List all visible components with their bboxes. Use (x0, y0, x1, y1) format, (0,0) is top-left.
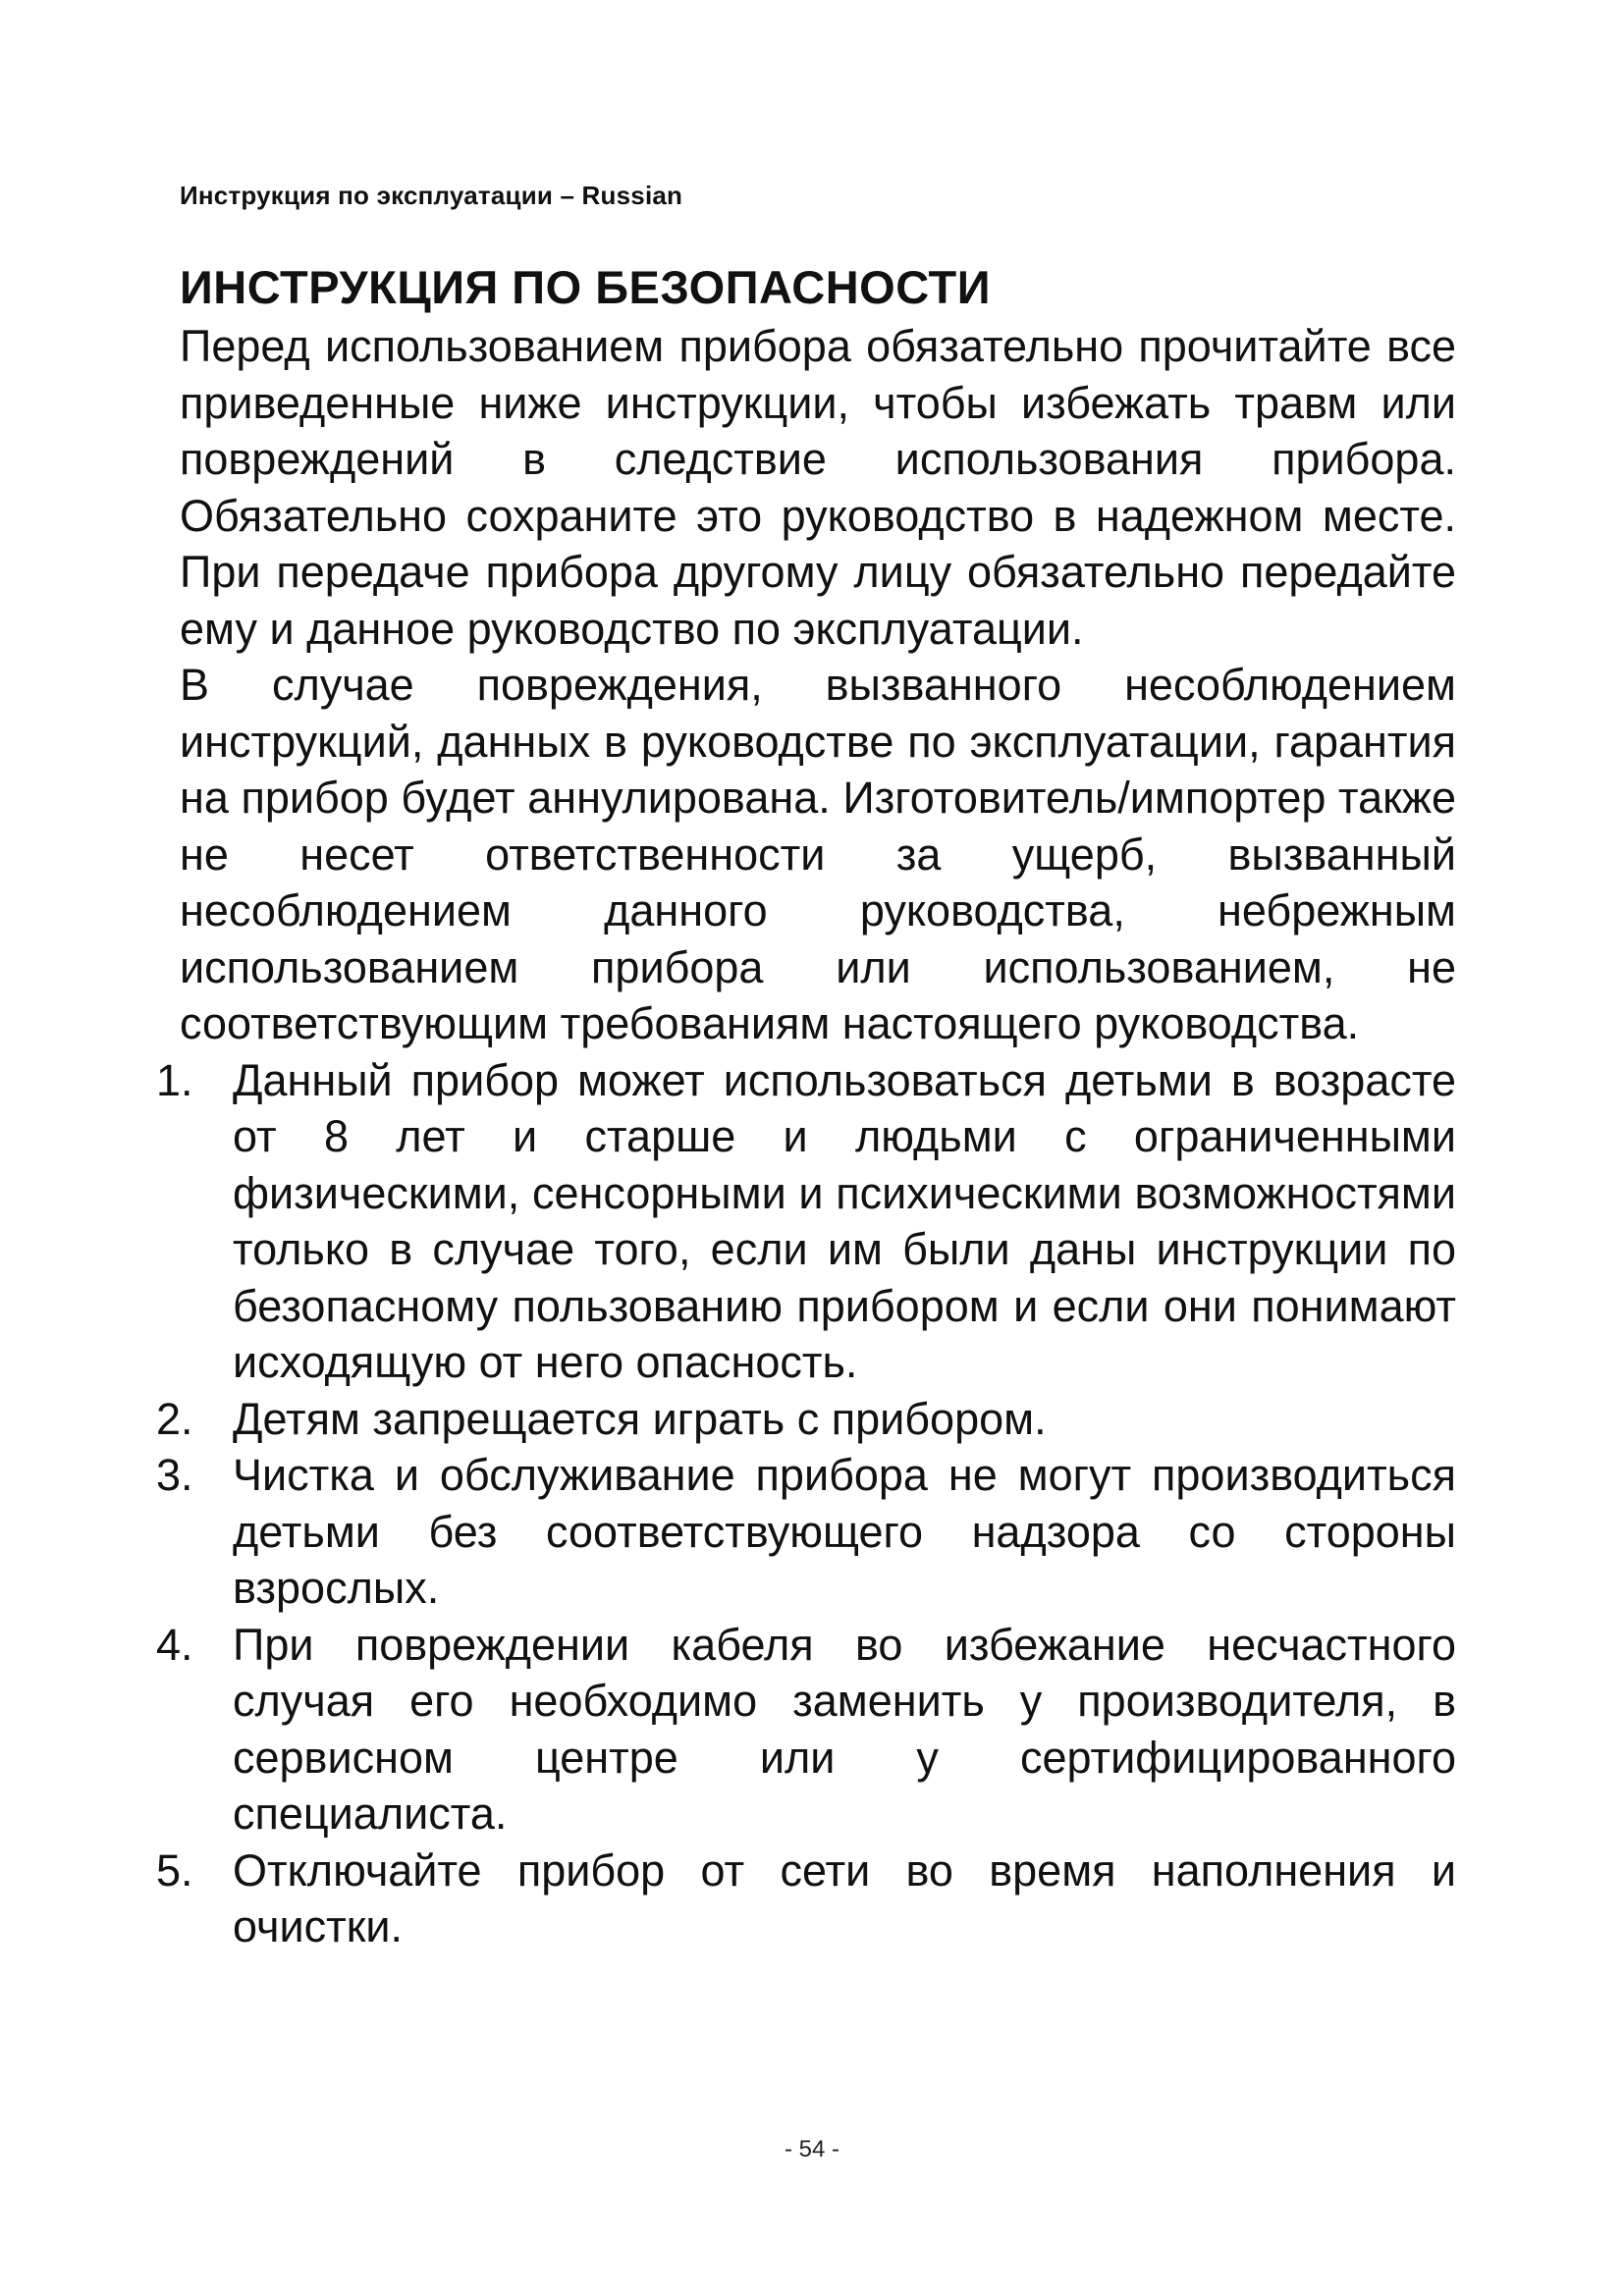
running-header: Инструкция по эксплуатации – Russian (180, 181, 683, 210)
list-item-number: 4. (156, 1619, 193, 1670)
list-item-text: Данный прибор может использоваться детьми в возрасте от 8 лет и старше и людьми с ограниченными физическими, сенсорными и психическими возможностями только в случае того, если им были даны инструкции по безопасному пользованию прибором и если они понимают исходящую от него опасность. (233, 1054, 1456, 1387)
list-item-text: Детям запрещается играть с прибором. (233, 1393, 1047, 1444)
section-title: ИНСТРУКЦИЯ ПО БЕЗОПАСНОСТИ (180, 261, 991, 313)
list-item (156, 1842, 1456, 1955)
page-number: - 54 - (784, 2136, 839, 2163)
list-item-number: 2. (156, 1393, 193, 1444)
list-item (156, 1447, 1456, 1617)
intro-paragraph: Перед использованием прибора обязательно прочитайте все приведенные ниже инструкции, чтобы избежать травм или повреждений в следствие использования прибора. Обязательно сохраните это руководство в надежном месте. При передаче прибора другому лицу обязательно передайте ему и данное руководство по эксплуатации. (180, 321, 1456, 654)
list-item-number: 1. (156, 1054, 193, 1105)
list-item-number: 5. (156, 1844, 193, 1896)
safety-section (156, 257, 1456, 1955)
safety-instructions-list (156, 1052, 1456, 1955)
list-item (156, 1391, 1456, 1448)
warranty-paragraph: В случае повреждения, вызванного несоблюдением инструкций, данных в руководстве по эксплуатации, гарантия на прибор будет аннулирована. Изготовитель/импортер также не несет ответственности за ущерб, вызванный несоблюдением данного руководства, небрежным использованием прибора или использованием, не соответствующим требованиям настоящего руководства. (180, 660, 1456, 1048)
list-item-text: При повреждении кабеля во избежание несчастного случая его необходимо заменить у производителя, в сервисном центре или у сертифицированного специалиста. (233, 1619, 1456, 1839)
list-item (156, 1617, 1456, 1842)
list-item-text: Отключайте прибор от сети во время наполнения и очистки. (233, 1844, 1456, 1951)
list-item-number: 3. (156, 1450, 193, 1500)
list-item (156, 1052, 1456, 1391)
list-item-text: Чистка и обслуживание прибора не могут производиться детьми без соответствующего надзора со стороны взрослых. (233, 1450, 1456, 1613)
